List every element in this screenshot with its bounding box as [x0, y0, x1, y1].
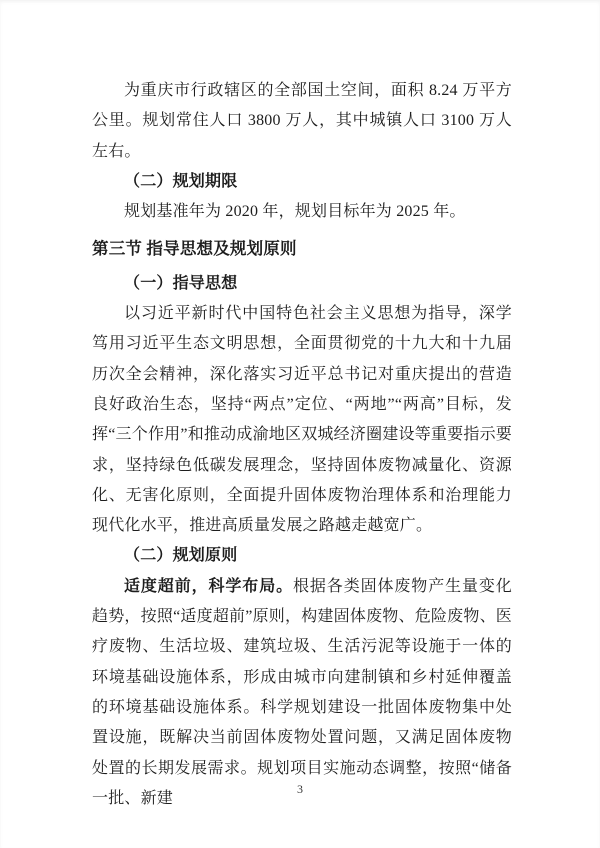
paragraph-planning-period: 规划基准年为 2020 年，规划目标年为 2025 年。	[124, 203, 466, 221]
heading-guiding-ideology: （一）指导思想	[124, 274, 238, 292]
page-number: 3	[297, 782, 303, 796]
heading-planning-period: （二）规划期限	[124, 172, 238, 190]
paragraph-guiding-ideology: 以习近平新时代中国特色社会主义思想为指导，深学笃用习近平生态文明思想，全面贯彻党的十九大和十九届历次全会精神，深化落实习近平总书记对重庆提出的营造良好政治生态，坚持“两点”定位、“两地”“两高”目标，发挥“三个作用”和推动成渝地区双城经济圈建设等重要指示要求，坚持绿色低碳发展理念，坚持固体废物减量化、资源化、无害化原则，全面提升固体废物治理体系和治理能力现代化水平，推进高质量发展之路越走越宽广。	[92, 305, 512, 535]
heading-planning-principles: （二）规划原则	[124, 547, 238, 565]
paragraph-planning-principles	[92, 572, 512, 814]
principles-lead-bold-text: 适度超前，科学布局。	[124, 577, 293, 595]
section-title-guiding-ideology-and-principles: 第三节 指导思想及规划原则	[92, 239, 297, 259]
page-content	[92, 76, 512, 814]
principles-body-text: 根据各类固体废物产生量变化趋势，按照“适度超前”原则，构建固体废物、危险废物、医疗废物、生活垃圾、建筑垃圾、生活污泥等设施于一体的环境基础设施体系，形成由城市向建制镇和乡村延伸覆盖的环境基础设施体系。科学规划建设一批固体废物集中处置设施，既解决当前固体废物处置问题，又满足固体废物处置的长期发展需求。规划项目实施动态调整，按照“储备一批、新建	[92, 577, 512, 807]
paragraph-planning-scope: 为重庆市行政辖区的全部国土空间，面积 8.24 万平方公里。规划常住人口 3800 万人，其中城镇人口 3100 万人左右。	[92, 82, 512, 160]
